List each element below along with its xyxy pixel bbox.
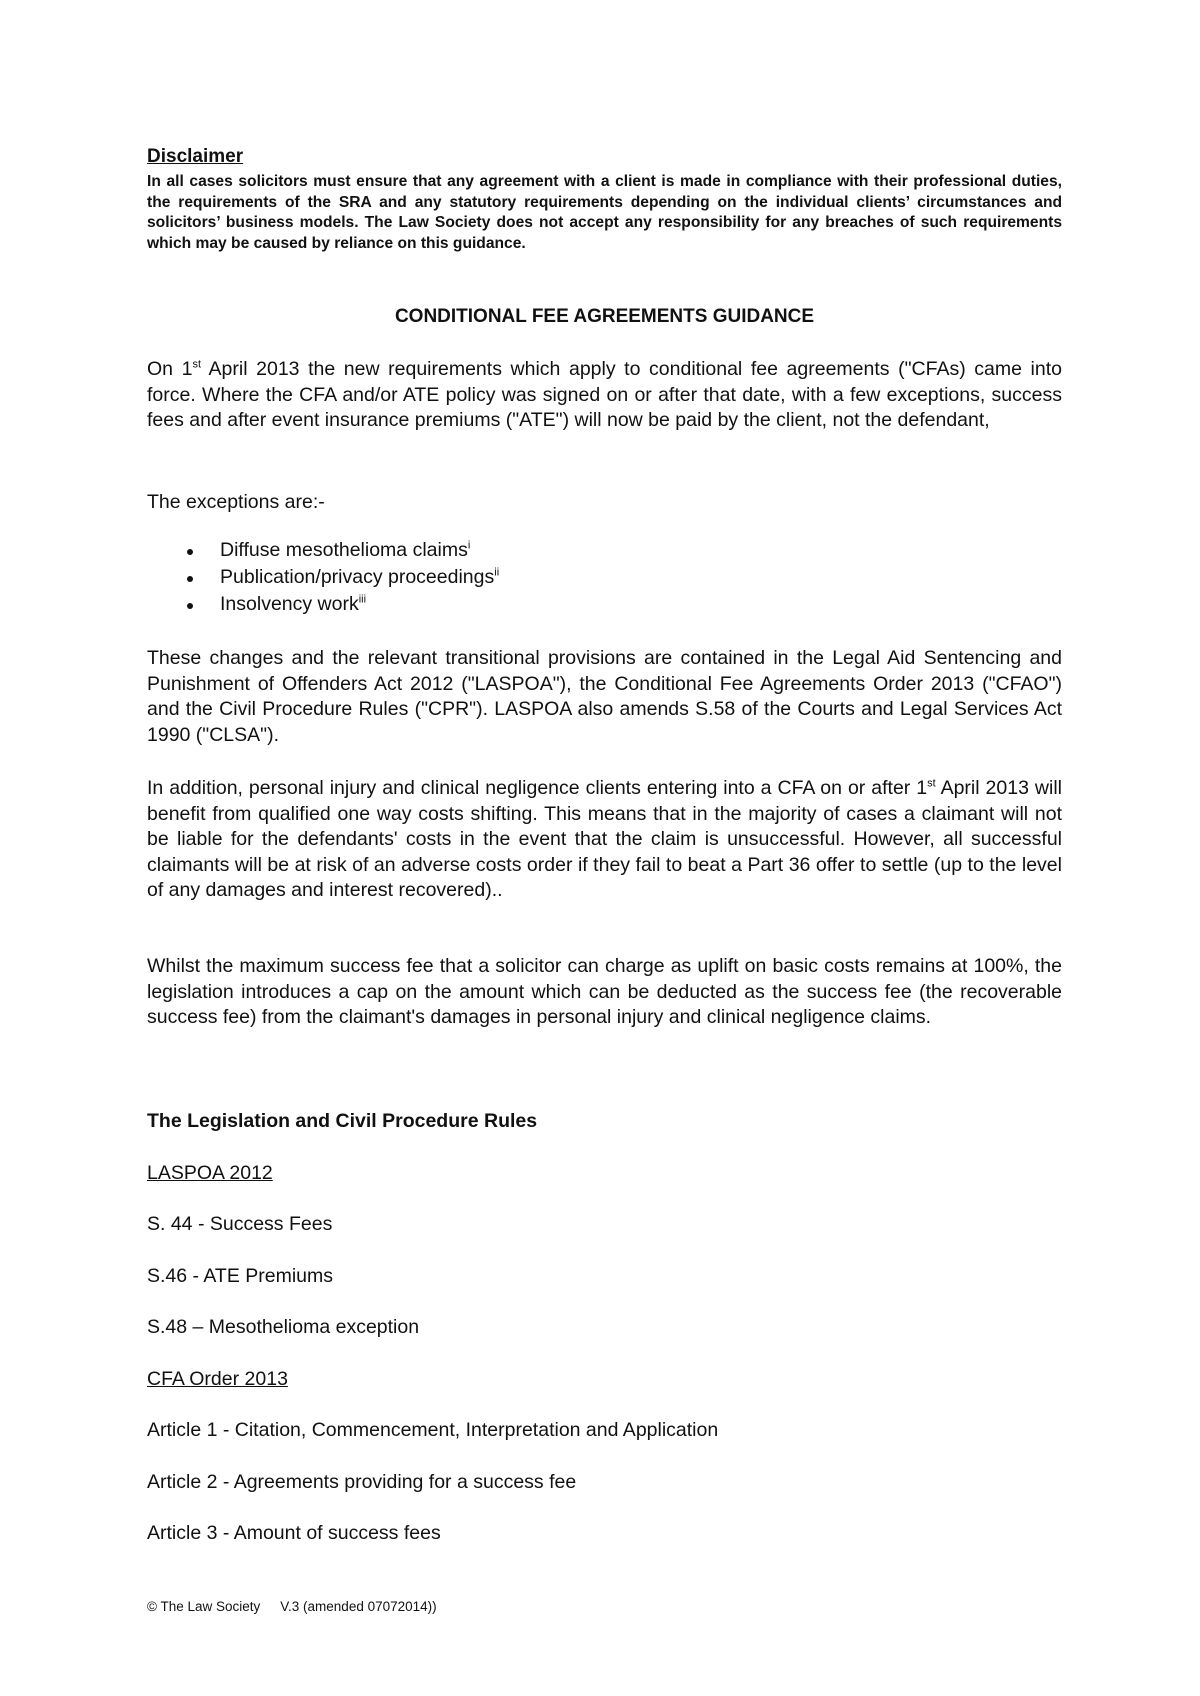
laspoa-item: S.46 - ATE Premiums <box>147 1265 334 1287</box>
endnote-marker: ii <box>494 566 500 579</box>
cfa-article-item: Article 2 - Agreements providing for a success fee <box>147 1471 577 1493</box>
footer-version: V.3 (amended 07072014)) <box>280 1599 437 1614</box>
bullet-icon <box>187 576 193 582</box>
disclaimer-text: In all cases solicitors must ensure that any agreement with a client is made in compliance with their professional duties, the requirements of the SRA and any statutory requirements depending on the individual clients’ circumstances and solicitors’ business models. The Law Society does not accept any responsibility for any breaches of such requirements which may be caused by reliance on this guidance. <box>147 173 1062 253</box>
page-footer <box>147 1599 437 1614</box>
exceptions-list <box>147 538 499 619</box>
intro-paragraph <box>147 357 1062 434</box>
page-title: CONDITIONAL FEE AGREEMENTS GUIDANCE <box>394 306 815 327</box>
endnote-marker: iii <box>358 593 367 606</box>
endnote-marker: i <box>467 539 471 552</box>
cfa-order-heading: CFA Order 2013 <box>147 1368 288 1390</box>
intro-text-end: April 2013 the new requirements which apply to conditional fee agreements ("CFAs) came into force. Where the CFA and/or ATE policy was signed on or after that date, with a few exceptions, success fees and after event insurance premiums ("ATE") will now be paid by the client, not the defendant, <box>147 358 1062 432</box>
cap-paragraph: Whilst the maximum success fee that a solicitor can charge as uplift on basic costs remains at 100%, the legislation introduces a cap on the amount which can be deducted as the success fee (the recoverable success fee) from the claimant's damages in personal injury and clinical negligence claims. <box>147 955 1062 1029</box>
footer-copyright: © The Law Society <box>147 1599 261 1614</box>
intro-text-start: On 1 <box>147 358 193 380</box>
qocs-superscript: st <box>927 777 936 790</box>
list-item: Publication/privacy proceedings$^{ii}$ <box>147 565 499 592</box>
list-item: Diffuse mesothelioma claims$^i$ <box>147 538 499 565</box>
legislation-heading: The Legislation and Civil Procedure Rules <box>147 1110 538 1132</box>
disclaimer-heading: Disclaimer <box>147 146 244 167</box>
bullet-icon <box>187 603 193 609</box>
laspoa-item: S. 44 - Success Fees <box>147 1213 333 1235</box>
bullet-icon <box>187 549 193 555</box>
exceptions-lead: The exceptions are:- <box>147 491 325 513</box>
cfa-article-item: Article 3 - Amount of success fees <box>147 1522 441 1544</box>
changes-paragraph: These changes and the relevant transitional provisions are contained in the Legal Aid Sentencing and Punishment of Offenders Act 2012 ("LASPOA"), the Conditional Fee Agreements Order 2013 ("CFAO") and the Civil Procedure Rules ("CPR"). LASPOA also amends S.58 of the Courts and Legal Services Act 1990 ("CLSA"). <box>147 647 1062 746</box>
laspoa-item: S.48 – Mesothelioma exception <box>147 1316 420 1338</box>
cfa-article-item: Article 1 - Citation, Commencement, Interpretation and Application <box>147 1419 719 1441</box>
laspoa-heading: LASPOA 2012 <box>147 1162 273 1184</box>
qocs-paragraph: In addition, personal injury and clinical negligence clients entering into a CFA on or after 1st April 2013 will benefit from qualified one way costs shifting. This means that in the majority of cases a claimant will not be liable for the defendants' costs in the event that the claim is unsuccessful. However, all successful claimants will be at risk of an adverse costs order if they fail to beat a Part 36 offer to settle (up to the level of any damages and interest recovered).. <box>147 777 1062 902</box>
intro-superscript: st <box>192 358 202 371</box>
list-item: Insolvency work$^{iii}$ <box>147 592 499 619</box>
